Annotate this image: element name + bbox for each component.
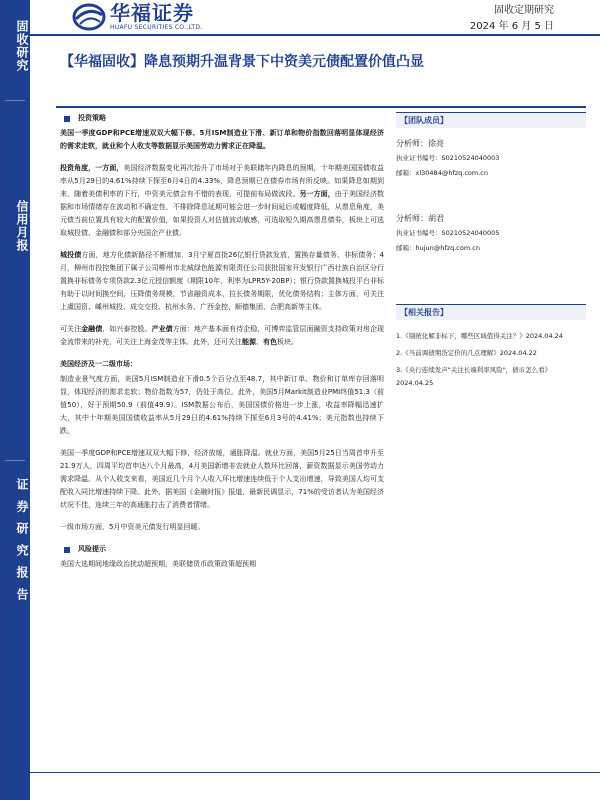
logo-mark-icon: [72, 2, 106, 32]
footer-divider: [30, 772, 600, 773]
right-column: [396, 112, 586, 394]
analyst-cert: 执业证书编号：S0210524040003: [396, 154, 500, 162]
header-meta: [470, 3, 554, 35]
section-heading-risk: 风险提示: [60, 543, 384, 556]
square-bullet-icon: [64, 547, 70, 553]
logo-name-en: HUAFU SECURITIES CO.,LTD.: [110, 24, 203, 31]
sidebar-divider: [5, 100, 25, 101]
report-type: 固收定期研究: [494, 5, 554, 16]
paragraph-summary: 美国一季度GDP和PCE增速双双大幅下修、5月ISM制造业下滑、新订单和物价指数回落明显体现经济的需求走软，就业和个人收支等数据显示美国劳动力需求正在降温。: [60, 129, 384, 150]
sidebar-label-category: 固收研究: [15, 20, 29, 72]
analyst-cert: 执业证书编号：S0210524040005: [396, 229, 500, 237]
left-sidebar: [0, 0, 30, 800]
logo-name-cn: 华福证券: [110, 1, 194, 25]
sidebar-label-type: 信用月报: [15, 200, 29, 252]
related-report-item[interactable]: 1.《剔统化解非标下，哪些区域值得关注？》2024.04.24: [396, 332, 563, 340]
sidebar-divider: [5, 460, 25, 461]
related-report-item[interactable]: 2.《当前调债期货定价的几点理解》2024.04.22: [396, 349, 537, 357]
analyst-2: [396, 211, 586, 256]
related-reports-list: [396, 330, 586, 390]
paragraph-lgfv: 城投债方面，地方化债新路径不断增加，3月宁夏首批26亿银行贷款发放，置换存量债务、非标债务；4月，柳州市投控集团下属子公司柳州市北城绿色能源有限责任公司获批国家开发银行广西壮族自治区分行置换非标债务专项贷款2.3亿元授信额度（期限10年，利率为LPR5Y-20BP）；银行贷款置换城投平台非标有助于以时间换空间，压降债务规模，节省融资成本，拉长债务期限，优化债务结构；主体方面，可关注上虞国资、嵊州城投、成交交投、杭州水务、广西金控、顺德集团、合肥高新等主体。: [60, 251, 384, 311]
sidebar-label-report: 证券研究报告: [15, 478, 29, 610]
section-heading-strategy: 投资策略: [60, 112, 384, 125]
report-date: 2024 年 6 月 5 日: [469, 21, 554, 32]
related-reports-heading: 【相关报告】: [396, 304, 586, 320]
main-content: [60, 112, 384, 580]
header-divider: [30, 34, 600, 36]
paragraph-gdp: 美国一季度GDP和PCE增速双双大幅下修，经济放缓，通胀降温。就业方面，美国5月25日当周首申升至21.9万人，四周平均首申达八个月最高，4月美国新增非农就业人数环比回落，薪资数据显示美国劳动力需求降温。从个人收支来看，美国近几个月个人收入环比增速连续低于个人支出增速，导致美国人均可支配收入同比增速持续下降。此外，据美国《金融时报》报道，最新民调显示，71%的受访者认为美国经济状况不佳，连续三年的高通胀打击了消费者情绪。: [60, 449, 384, 509]
section-heading-us-economy: 美国经济及一二级市场：: [60, 360, 137, 368]
paragraph-primary-market: 一级市场方面，5月中资美元债发行明显回暖。: [60, 523, 205, 531]
report-title: 【华福固收】降息预期升温背景下中资美元债配置价值凸显: [60, 54, 424, 70]
analyst-email[interactable]: 邮箱：xl30484@hfzq.com.cn: [396, 169, 488, 177]
analyst-email[interactable]: 邮箱：hujun@hfzq.com.cn: [396, 244, 480, 252]
paragraph-risk: 美国大选期间地缘政治扰动超预期，美联储货币政策政策超预期: [60, 560, 256, 568]
paragraph-financial: 可关注金融债，如兴泰控股。产业债方面：地产基本面有待企稳，可博弈监管层面融资支持政策对房企现金流带来的补充，可关注上海金茂等主体。此外，还可关注能源、有色板块。: [60, 325, 385, 346]
analyst-name: 分析师：胡君: [396, 214, 444, 223]
paragraph-investment: 投资角度，一方面，美国经济数据变化再次抬升了市场对于美联储年内降息的预期，十年期美国国债收益率从5月29日的4.61%持续下探至6月4日的4.33%，降息预期已在债券市场有所反映。如果降息如期到来，随着美债利率的下行，中资美元债会有不错的表现，可提前布局做波段。另一方面，由于美国经济数据和市场情绪存在波动和不确定性，不排除降息延期可能会进一步时间延后或幅度降低，从票息角度，美元债当前位置具有较大的配置价值，如果投资人对估值波动敏感，可选取短久期高票息债券，板块上可选取城投债、金融债和部分央国企产业债。: [60, 164, 385, 237]
company-logo: [72, 2, 222, 32]
square-bullet-icon: [64, 116, 70, 122]
title-divider: [56, 106, 586, 108]
team-heading: 【团队成员】: [396, 112, 586, 128]
analyst-1: [396, 136, 586, 181]
analyst-name: 分析师：徐亮: [396, 139, 444, 148]
related-report-item[interactable]: 3.《央行连续发声"关注长端利率风险"，债市怎么看》2024.04.25: [396, 366, 552, 387]
paragraph-manufacturing: 制造业景气度方面，美国5月ISM制造业下滑0.5个百分点至48.7，其中新订单、物价和订单库存回落明显，体现经济的需求走软；物价指数为57，仍处于高位。此外，美国5月Markit制造业PMI终值51.3（前值50），好于预期50.9（前值49.9）。ISM数据公布后，美国国债价格进一步上涨，收益率降幅迅速扩大，其中十年期美国国债收益率从5月29日的4.61%持续下探至6月3号的4.41%；美元指数也持续下跌。: [60, 375, 384, 435]
